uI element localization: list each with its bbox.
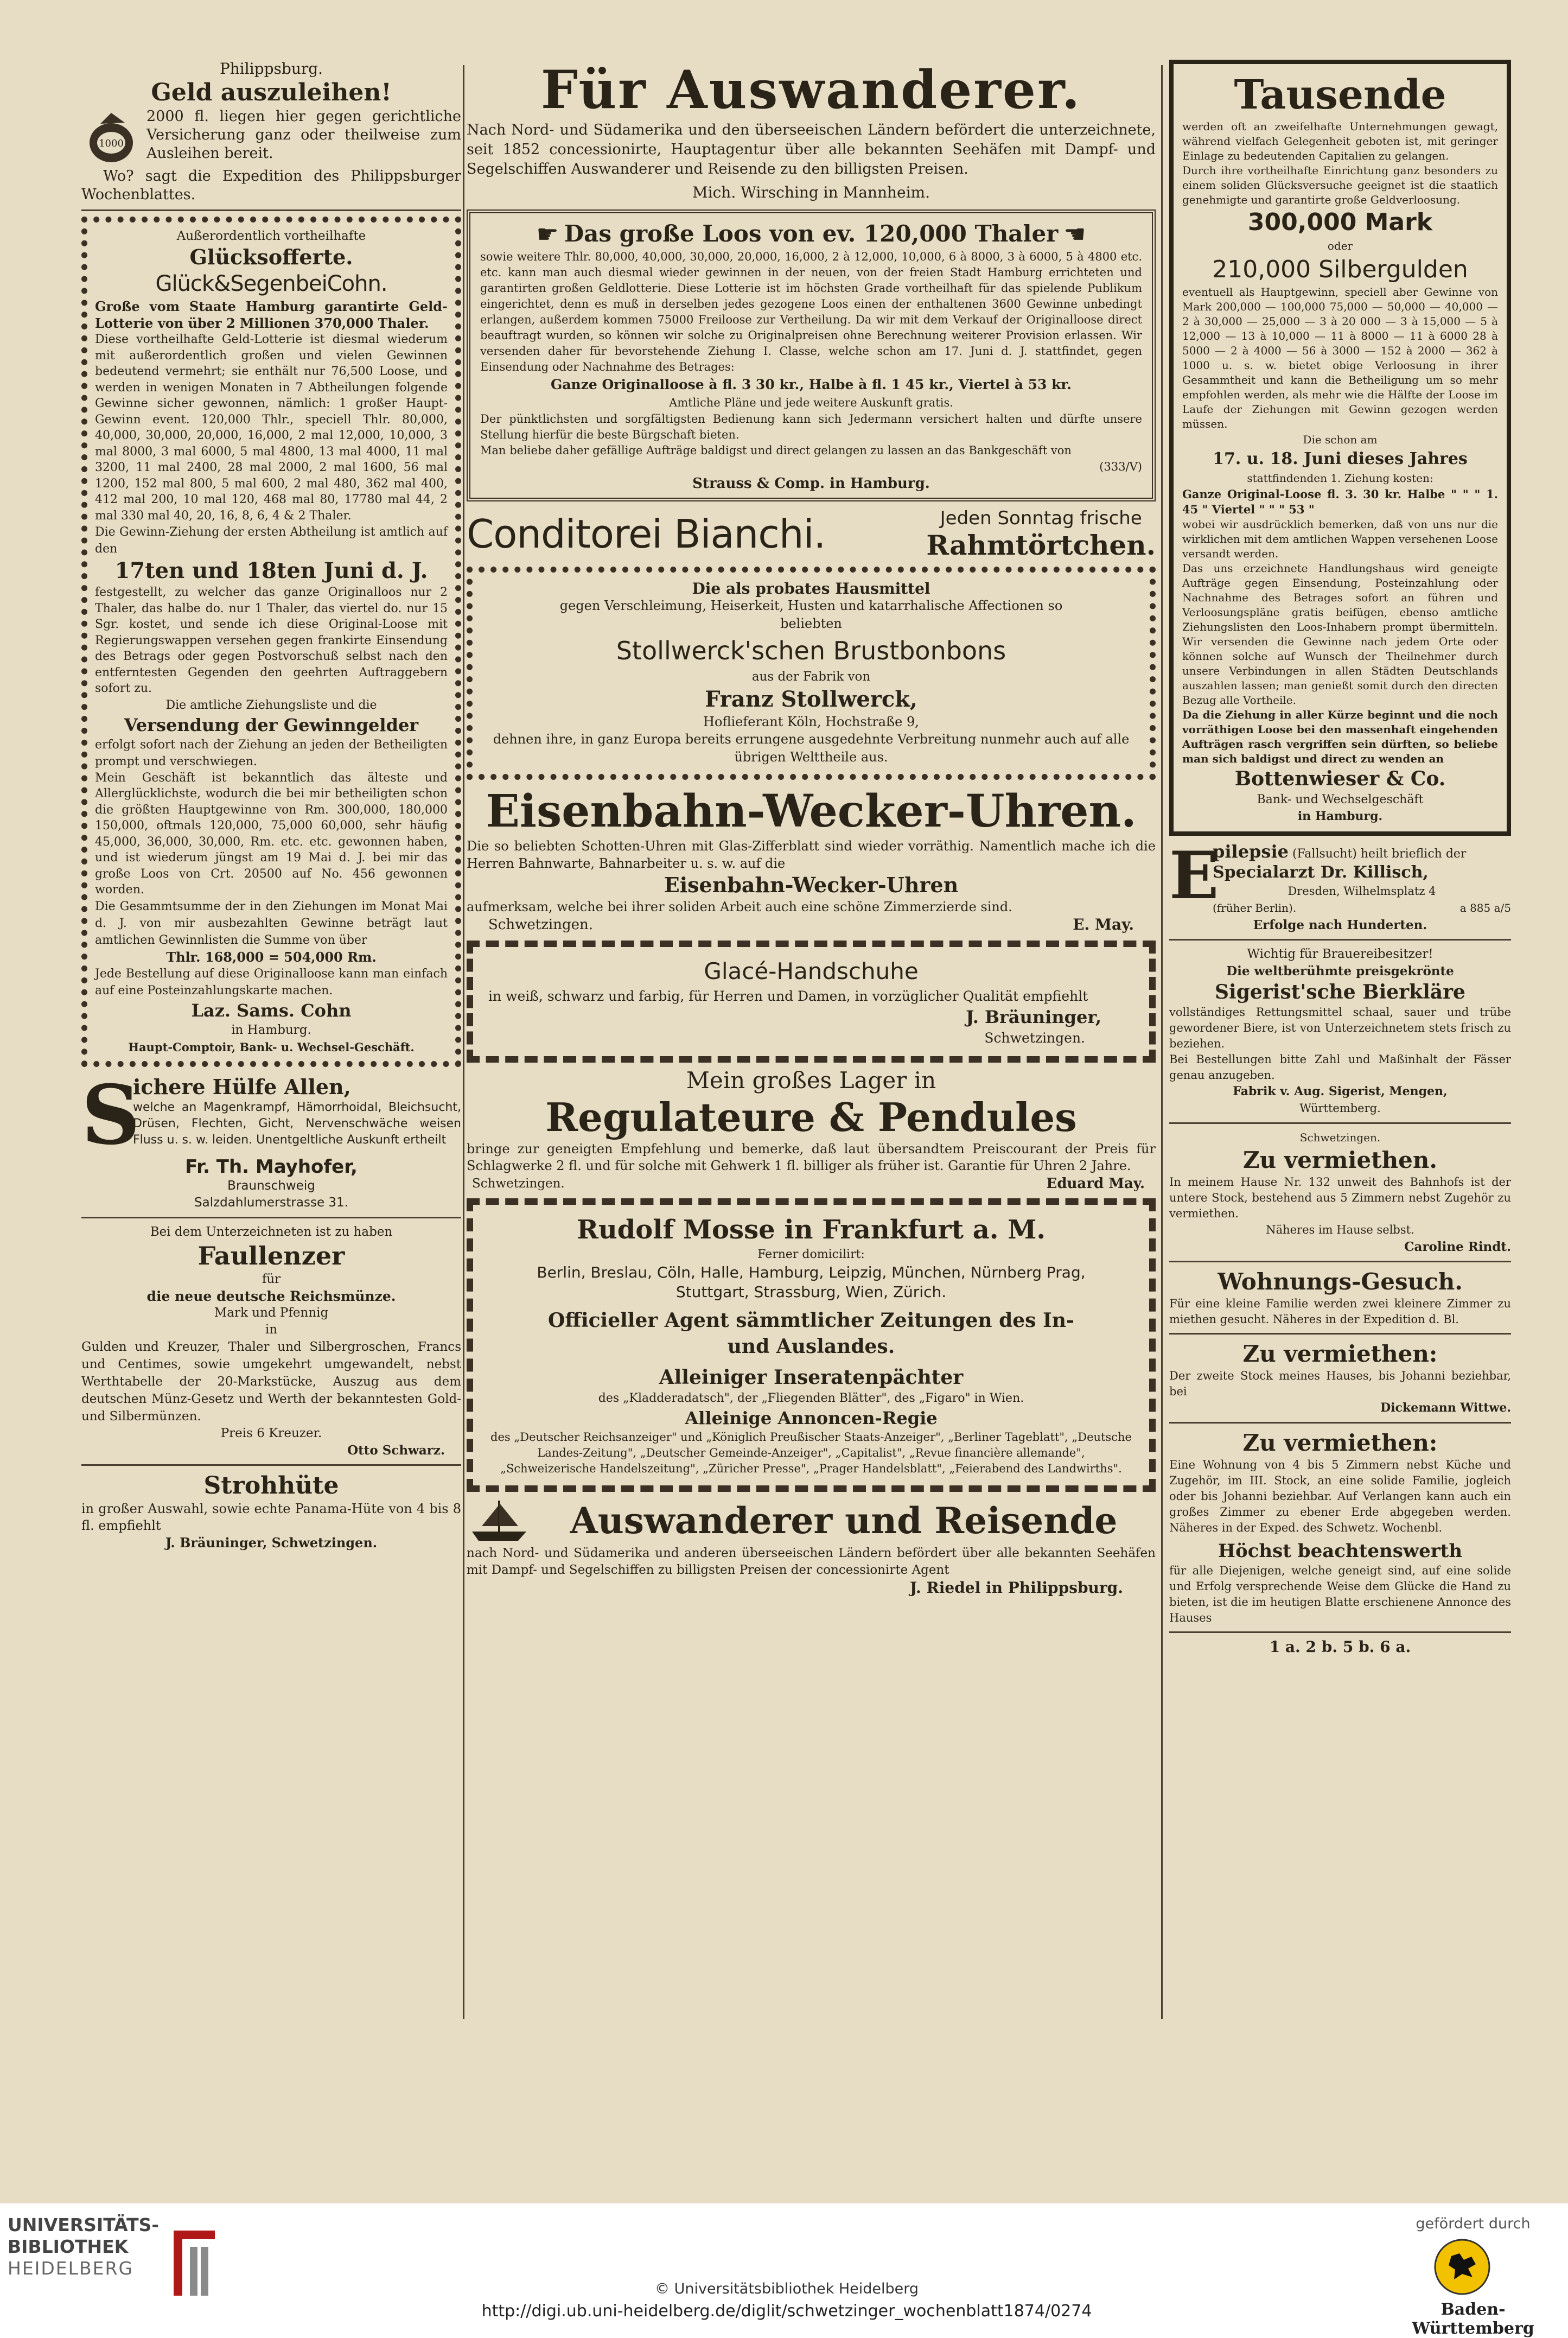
column-left	[81, 60, 461, 1551]
library-logo-icon	[157, 2225, 222, 2301]
ad-geld	[81, 60, 461, 204]
ad-subtitle: Eisenbahn-Wecker-Uhren	[664, 873, 959, 897]
ad-text: stattfindenden 1. Ziehung kosten:	[1247, 472, 1433, 485]
ad-stollwerck	[467, 567, 1156, 780]
ad-text: Erfolge nach Hunderten.	[1253, 918, 1427, 932]
ad-lead: Große vom Staate Hamburg garantirte Geld-Lotterie von über 2 Millionen 370,000 Thaler.	[95, 298, 448, 331]
ad-signature: Laz. Sams. Cohn	[191, 1000, 352, 1021]
ad-body: Mein Geschäft ist bekanntlich das älteste und Allerglücklichste, wodurch die bei mir betheiligten schon die größten Hauptgewinne von Rm. 300,000, 180,000 150,000, oftmals 120,000, 75,000 60,000, sehr häufig 45,000, 36,000, 30,000, Rm. etc. etc. gewonnen haben, und ist wiederum jüngst am 19 Mai d. J. bei mir das große Loos von Crt. 20500 auf No. 456 gewonnen worden.	[95, 771, 448, 897]
ad-signature: J. Bräuninger, Schwetzingen.	[165, 1534, 378, 1551]
ad-title: pilepsie	[1213, 841, 1289, 862]
divider	[1169, 1261, 1511, 1262]
ad-signature: Bottenwieser & Co.	[1234, 767, 1446, 790]
ad-glace-handschuhe	[467, 941, 1156, 1063]
ad-text: Jeden Sonntag frische	[940, 507, 1142, 529]
ad-vermiethen-2	[1169, 1340, 1511, 1416]
ad-vermiethen-1	[1169, 1129, 1511, 1255]
column-rule-left	[463, 65, 464, 2019]
ad-body: Diese vortheilhafte Geld-Lotterie ist diesmal wiederum mit außerordentlich großen und vielen Gewinnen bedeutend vermehrt; sie enthält nur 76,500 Loose, und werden in wenigen Monaten in 7 Abtheilungen folgende Gewinne sicher gewonnen, nämlich: 1 großer Haupt-Gewinn event. 120,000 Thlr., speciell Thlr. 80,000, 40,000, 30,000, 20,000, 16,000, 2 mal 12,000, 10,000, 3 mal 8000, 3 mal 6000, 5 mal 4800, 13 mal 4000, 11 mal 3200, 11 mal 2400, 28 mal 2000, 2 mal 1600, 56 mal 1200, 152 mal 800, 5 mal 600, 2 mal 480, 362 mal 400, 412 mal 200, 10 mal 120, 468 mal 80, 17780 mal 44, 2 mal 330 mal 40, 20, 16, 8, 6, 4 & 2 Thaler.	[95, 333, 448, 523]
source-url-link[interactable]: http://digi.ub.uni-heidelberg.de/diglit/schwetzinger_wochenblatt1874/0274	[481, 2302, 1092, 2321]
ad-text: Bei Bestellungen bitte Zahl und Maßinhalt der Fässer genau anzugeben.	[1169, 1053, 1511, 1082]
ad-vermiethen-3	[1169, 1429, 1511, 1536]
ad-text: sowie weitere Thlr. 80,000, 40,000, 30,000, 20,000, 16,000, 2 à 12,000, 10,000, 6 à 8000, 3 à 6000, 5 à 4800 etc. etc. kann man auch diesmal wieder gewinnen in der neuen, von der freien Stadt Hamburg errichteten und garantirten großen Geldlotterie. Diese Lotterie ist im höchsten Grade vortheilhaft für das spielende Publikum eingerichtet, denn es muß in derselben jedes gezogene Loos einen der enthaltenen 3600 Gewinne unbedingt erlangen, außerdem kommen 75000 Freiloose zur Vertheilung. Da wir mit dem Verkauf der Originalloose direct beauftragt wurden, so können wir solche zu Originalpreisen ohne Berechnung weiterer Provision erlassen. Wir versenden daher für bevorstehende Ziehung I. Classe, welche schon am 17. Juni d. J. stattfindet, gegen Einsendung oder Nachnahme des Betrages:	[480, 250, 1142, 373]
divider	[1169, 939, 1511, 941]
ad-rudolf-mosse	[467, 1198, 1156, 1492]
ad-strohhuete	[81, 1471, 461, 1551]
ad-city: Braunschweig	[227, 1178, 315, 1193]
ad-glueck-cohn	[81, 217, 461, 1067]
ad-prices: Ganze Originalloose à fl. 3 30 kr., Halbe à fl. 1 45 kr., Viertel à 53 kr.	[550, 377, 1072, 392]
ad-price: Preis 6 Kreuzer.	[220, 1426, 322, 1440]
ad-city: in Hamburg.	[1297, 809, 1383, 823]
ad-title: Auswanderer und Reisende	[570, 1500, 1118, 1542]
ad-product: Rahmtörtchen.	[926, 529, 1156, 561]
ad-title: Glacé-Handschuhe	[704, 958, 919, 984]
divider	[81, 1464, 461, 1466]
ad-tausende	[1169, 60, 1511, 836]
ad-wohnungsgesuch	[1169, 1268, 1511, 1327]
ad-place: Württemberg.	[1299, 1102, 1381, 1115]
ad-text: eventuell als Hauptgewinn, speciell aber Gewinne von Mark 200,000 — 100,000 75,000 — 50,000 — 40,000 — 2 à 30,000 — 25,000 — 3 à 20 000 — 3 à 15,000 — 5 à 12,000 — 13 à 10,000 — 11 à 8000 — 11 à 6000 28 à 5000 — 2 à 4000 — 56 à 3000 — 152 à 2000 — 362 à 1000 u. s. w. bietet obige Verloosung in ihrer Gesammtheit und kann die Betheiligung um so mehr empfohlen werden, als mehr wie die Hälfte der Loose im Laufe der Ziehungen mit Gewinn gezogen werden müssen.	[1182, 285, 1498, 430]
state-name-text: Baden-Württemberg	[1412, 2300, 1534, 2338]
drop-cap: E	[1169, 837, 1220, 914]
ad-date: 17. u. 18. Juni dieses Jahres	[1213, 449, 1468, 468]
ad-title: Für Auswanderer.	[540, 59, 1082, 120]
place-label: Philippsburg.	[219, 60, 323, 78]
ad-body: festgestellt, zu welcher das ganze Originalloos nur 2 Thaler, das halbe do. nur 1 Thaler, das viertel do. nur 15 Sgr. kostet, und sende ich diese Original-Loose mit Regierungswappen versehen gegen frankirte Einsendung des Betrags oder gegen Postvorschuß selbst nach den entferntesten Gegenden den geehrten Auftraggebern sofort zu.	[95, 586, 448, 695]
divider	[1169, 1333, 1511, 1335]
ad-epilepsie	[1169, 837, 1511, 917]
ad-text: wobei wir ausdrücklich bemerken, daß von uns nur die wirklichen mit dem amtlichen Wappen versehenen Loose versandt werden.	[1182, 518, 1498, 560]
ad-address: Dresden, Wilhelmsplatz 4	[1287, 885, 1436, 898]
ad-text: oder	[1327, 239, 1353, 252]
ad-signature: Eduard May.	[1046, 1176, 1145, 1192]
pointing-hand-icon: ☛	[536, 219, 559, 249]
divider	[1169, 1631, 1511, 1633]
ad-title: Eisenbahn-Wecker-Uhren.	[486, 785, 1137, 837]
ad-text: (Fallsucht)	[1292, 847, 1357, 861]
ad-place: Schwetzingen.	[472, 1177, 565, 1191]
ad-title: Zu vermiethen:	[1242, 1430, 1438, 1456]
copyright-text: © Universitätsbibliothek Heidelberg	[654, 2280, 919, 2297]
ad-text: Die schon am	[1303, 433, 1378, 446]
ad-city: in Hamburg.	[231, 1022, 311, 1037]
ad-text: welche an Magenkrampf, Hämorrhoidal, Bleichsucht, Drüsen, Flechten, Gicht, Nervenschwäche weisen Fluss u. s. w. leiden. Unentgeltliche Auskunft ertheilt	[133, 1100, 461, 1147]
ad-signature: Mich. Wirsching in Mannheim.	[692, 183, 930, 201]
ad-title: Conditorei Bianchi.	[467, 511, 826, 557]
ad-title: Strohhüte	[203, 1471, 339, 1500]
ad-cities: Berlin, Breslau, Cöln, Halle, Hamburg, Leipzig, München, Nürnberg Prag, Stuttgart, Strassburg, Wien, Zürich.	[537, 1263, 1086, 1301]
ad-text: werden oft an zweifelhafte Unternehmungen gewagt, während vielfach Gelegenheit geboten ist, mit geringer Einlage zu bedeutenden Capitalien zu gelangen.	[1182, 120, 1498, 162]
ad-place: Schwetzingen.	[488, 917, 594, 933]
ad-title: Das große Loos von ev. 120,000 Thaler	[564, 220, 1059, 247]
ad-codes: 1 a. 2 b. 5 b. 6 a.	[1269, 1638, 1411, 1656]
divider	[1169, 1122, 1511, 1124]
ad-title: Faullenzer	[197, 1241, 345, 1270]
ad-title: Sigerist'sche Bierkläre	[1215, 981, 1465, 1003]
ad-kicker: Außerordentlich vortheilhafte	[176, 229, 366, 243]
ad-conditorei	[467, 507, 1156, 561]
ad-text: Ferner domicilirt:	[757, 1248, 865, 1261]
ad-eisenbahn-uhren	[467, 785, 1156, 934]
svg-text:1000: 1000	[99, 138, 124, 149]
ad-text: nach Nord- und Südamerika und anderen überseeischen Ländern befördert über alle bekannten Seehäfen mit Dampf- und Segelschiffen zu billigsten Preisen der concessionirte Agent	[467, 1546, 1156, 1577]
ad-text: aufmerksam, welche bei ihrer soliden Arbeit auch eine schöne Zimmerzierde sind.	[467, 899, 1012, 914]
ad-place: Schwetzingen.	[1299, 1131, 1381, 1144]
library-wordmark	[8, 2214, 160, 2279]
ad-text: Die so beliebten Schotten-Uhren mit Glas-Zifferblatt sind wieder vorräthig. Namentlich mache ich die Herren Bahnwarte, Bahnarbeiter u. s. w. auf die	[467, 838, 1156, 871]
ad-code: a 885 a/5	[1459, 901, 1511, 914]
ad-text: in weiß, schwarz und farbig, für Herren und Damen, in vorzüglicher Qualität empfiehlt	[488, 988, 1088, 1004]
ad-name: Specialarzt Dr. Killisch,	[1213, 863, 1429, 882]
ad-hoechst-beachtenswerth	[1169, 1539, 1511, 1655]
ad-title: Glücksofferte.	[189, 245, 353, 269]
ad-text: in großer Auswahl, sowie echte Panama-Hüte von 4 bis 8 fl. empfiehlt	[81, 1501, 461, 1533]
ad-text: Mark und Pfennig	[214, 1305, 329, 1320]
ad-title: Rudolf Mosse in Frankfurt a. M.	[576, 1215, 1046, 1245]
ad-text: In meinem Hause Nr. 132 unweit des Bahnhofs ist der untere Stock, bestehend aus 5 Zimmern nebst Zugehör zu vermiethen.	[1169, 1176, 1511, 1220]
ad-text: des „Deutscher Reichsanzeiger" und „Königlich Preußischer Staats-Anzeiger", „Berliner Tageblatt", „Deutsche Landes-Zeitung", „Deutscher Gemeinde-Anzeiger", „Capitalist", „Revue financière allemande", „Schweizerische Handelszeitung", „Züricher Presse", „Prager Handelsblatt", „Feierabend des Landwirths".	[490, 1431, 1132, 1475]
ad-kicker: Mein großes Lager in	[686, 1067, 936, 1094]
divider	[81, 1217, 461, 1218]
ad-address: Hoflieferant Köln, Hochstraße 9,	[703, 714, 919, 729]
ad-body: erfolgt sofort nach der Ziehung an jeden der Betheiligten prompt und verschwiegen.	[95, 738, 448, 768]
ad-address: (früher Berlin).	[1213, 901, 1297, 914]
ad-body: Die Gesammtsumme der in den Ziehungen im Monat Mai d. J. von mir ausbezahlten Gewinne beträgt laut amtlichen Gewinnlisten die Summe von über	[95, 899, 448, 947]
ad-text: vollständiges Rettungsmittel schaal, sauer und trübe gewordener Biere, ist von Unterzeichnetem stets frisch zu beziehen.	[1169, 1006, 1511, 1050]
ad-text: Amtliche Pläne und jede weitere Auskunft gratis.	[669, 396, 953, 409]
ad-hulfe	[81, 1067, 461, 1163]
ad-signature: Strauss & Comp. in Hamburg.	[692, 475, 930, 492]
column-rule-right	[1161, 65, 1163, 2019]
ad-auswanderer-reisende	[467, 1496, 1156, 1597]
ad-sum: Thlr. 168,000 = 504,000 Rm.	[166, 949, 377, 965]
ad-text: Nach Nord- und Südamerika und den überseeischen Ländern befördert die unterzeichnete, seit 1852 concessionirte, Hauptagentur über alle bekannten Seehäfen mit Dampf- und Segelschiffen Auswanderer und Reisende zu den billigsten Preisen.	[467, 122, 1156, 177]
ad-kicker: Wichtig für Brauereibesitzer!	[1247, 947, 1433, 961]
ad-title: Zu vermiethen.	[1242, 1147, 1437, 1173]
ad-firm: Bank- und Wechselgeschäft	[1257, 793, 1424, 806]
ad-text: Für eine kleine Familie werden zwei kleinere Zimmer zu miethen gesucht. Näheres in der Expedition d. Bl.	[1169, 1297, 1511, 1326]
sailing-ship-icon	[467, 1496, 532, 1545]
ad-regulateure	[467, 1067, 1156, 1193]
ad-signature: Fr. Th. Mayhofer,	[185, 1155, 358, 1178]
divider	[1169, 1422, 1511, 1424]
ad-brand: Glück&SegenbeiCohn.	[155, 271, 387, 296]
ad-prices: Ganze Original-Loose fl. 3. 30 kr. Halbe " " " 1. 45 " Viertel " " " 53 "	[1182, 487, 1498, 516]
ad-title: Regulateure & Pendules	[545, 1094, 1077, 1140]
ad-kicker: Die weltberühmte preisgekrönte	[1226, 964, 1454, 979]
ad-title: Wohnungs-Gesuch.	[1218, 1268, 1463, 1295]
ad-text: Die als probates Hausmittel	[692, 580, 930, 598]
ad-signature: Fabrik v. Aug. Sigerist, Mengen,	[1233, 1084, 1448, 1098]
ad-title: Tausende	[1234, 72, 1446, 118]
ad-signature: E. May.	[1073, 916, 1134, 933]
ad-bierklaere	[1169, 946, 1511, 1117]
ad-text: Der zweite Stock meines Hauses, bis Johanni beziehbar, bei	[1169, 1369, 1511, 1398]
ad-text: 2000 fl. liegen hier gegen gerichtliche Versicherung ganz oder theilweise zum Ausleihen bereit.	[146, 108, 461, 162]
library-name-line: HEIDELBERG	[8, 2258, 134, 2279]
ad-title: Zu vermiethen:	[1242, 1340, 1438, 1367]
ad-title: Höchst beachtenswerth	[1218, 1540, 1463, 1562]
money-bag-icon	[81, 107, 146, 167]
ad-text: für alle Diejenigen, welche geneigt sind, auf eine solide und Erfolg versprechende Weise dem Glücke die Hand zu bieten, ist die im heutigen Blatte erschienene Annonce des Hauses	[1169, 1564, 1511, 1624]
ad-grosse-loos	[467, 209, 1156, 501]
ad-title: Stollwerck'schen Brustbonbons	[616, 636, 1006, 665]
ad-text: des „Kladderadatsch", der „Fliegenden Blätter", des „Figaro" in Wien.	[598, 1392, 1024, 1405]
ad-text: Eine Wohnung von 4 bis 5 Zimmern nebst Küche und Zugehör, im III. Stock, an eine solide Familie, jogleich oder bis Johanni beziehbar. Auf Verlangen kann auch ein großes Zimmer zu ebener Erde abgegeben werden. Näheres in der Exped. des Schwetz. Wochenbl.	[1169, 1458, 1511, 1534]
ad-faullenzer	[81, 1224, 461, 1459]
ad-subtitle: die neue deutsche Reichsmünze.	[146, 1288, 396, 1304]
column-middle	[467, 60, 1156, 1597]
pointing-hand-icon: ☚	[1063, 219, 1086, 249]
ad-title: Geld auszuleihen!	[151, 79, 392, 106]
ad-signature: Caroline Rindt.	[1404, 1240, 1511, 1254]
ad-code: (333/V)	[1099, 460, 1142, 473]
ad-subtitle: Alleinige Annoncen-Regie	[685, 1408, 938, 1428]
library-name-line: UNIVERSITÄTS-	[8, 2214, 160, 2235]
ad-text: Wo? sagt die Expedition des Philippsburger Wochenblattes.	[81, 168, 461, 203]
ad-text: aus der Fabrik von	[751, 670, 871, 684]
ad-firm: Haupt-Comptoir, Bank- u. Wechsel-Geschäft.	[128, 1040, 415, 1054]
ad-signature: J. Riedel in Philippsburg.	[909, 1579, 1123, 1597]
ad-amount: 210,000 Silbergulden	[1212, 256, 1468, 283]
ad-text: Durch ihre vortheilhafte Einrichtung ganz besonders zu einem soliden Glücksversuche geeignet ist die staatlich genehmigte und garantirte große Geldverloosung.	[1182, 164, 1498, 206]
ad-body: Die Gewinn-Ziehung der ersten Abtheilung ist amtlich auf den	[95, 525, 448, 556]
ad-text: Gulden und Kreuzer, Thaler und Silbergroschen, Francs und Centimes, sowie umgekehrt umgewandelt, nebst Werthtabelle der 20-Markstücke, Auszug aus dem deutschen Münz-Gesetz und Werth der bekanntesten Gold- und Silbermünzen.	[81, 1339, 461, 1424]
ad-city: Schwetzingen.	[984, 1030, 1085, 1046]
ad-text: Man beliebe daher gefällige Aufträge baldigst und direct gelangen zu lassen an das Bankgeschäft von	[480, 444, 1072, 457]
ad-name: Franz Stollwerck,	[705, 687, 917, 712]
column-right	[1169, 60, 1511, 1655]
ad-text: bringe zur geneigten Empfehlung und bemerke, daß laut übersandtem Preiscourant der Preis für Schlagwerke 2 fl. und für solche mit Gehwerk 1 fl. billiger als früher ist. Garantie für Uhren 2 Jahre.	[467, 1141, 1156, 1173]
ad-text: dehnen ihre, in ganz Europa bereits errungene ausgedehnte Verbreitung nunmehr auch auf alle übrigen Welttheile aus.	[493, 732, 1130, 765]
ad-signature: Dickemann Wittwe.	[1380, 1401, 1511, 1415]
ad-subtitle: Alleiniger Inseratenpächter	[659, 1366, 964, 1389]
ad-amount: 300,000 Mark	[1247, 208, 1433, 236]
ad-signature: Otto Schwarz.	[347, 1443, 445, 1458]
ad-text: heilt brieflich der	[1360, 847, 1467, 861]
ad-title: ichere Hülfe Allen,	[133, 1074, 351, 1099]
ad-signature: J. Bräuninger,	[966, 1007, 1101, 1027]
library-name-line: BIBLIOTHEK	[8, 2236, 129, 2257]
ad-text: gegen Verschleimung, Heiserkeit, Husten und katarrhalische Affectionen so beliebten	[559, 598, 1063, 631]
ad-text: in	[265, 1322, 278, 1337]
ad-subtitle: Officieller Agent sämmtlicher Zeitungen des In- und Auslandes.	[548, 1309, 1074, 1358]
ad-intro: Bei dem Unterzeichneten ist zu haben	[150, 1224, 393, 1239]
ad-date: 17ten und 18ten Juni d. J.	[114, 558, 428, 583]
footer-bar	[0, 2203, 1568, 2338]
coat-of-arms-icon	[1432, 2237, 1492, 2297]
ad-body: Jede Bestellung auf diese Originalloose kann man einfach auf eine Posteinzahlungskarte machen.	[95, 967, 448, 998]
ad-subtitle: Versendung der Gewinngelder	[124, 714, 419, 735]
ad-address: Salzdahlumerstrasse 31.	[194, 1195, 348, 1210]
drop-cap: S	[81, 1067, 141, 1163]
ad-auswanderer	[467, 60, 1156, 202]
funded-by-label: gefördert durch	[1416, 2215, 1531, 2232]
ad-text: Da die Ziehung in aller Kürze beginnt und die noch vorräthigen Loose bei den massenhaft eingehenden Aufträgen rasch vergriffen sein dürften, so beliebe man sich baldigst und direct zu wenden an	[1182, 708, 1498, 765]
ad-body: Die amtliche Ziehungsliste und die	[165, 698, 377, 712]
ad-text: Das uns erzeichnete Handlungshaus wird geneigte Aufträge gegen Einsendung, Posteinzahlung oder Nachnahme des Betrages sofort an führen und Verloosungspläne gratis beifügen, ebenso amtliche Ziehungslisten den Loos-Inhabern prompt übermitteln. Wir versenden die Gewinne nach jedem Orte oder können solche auf Wunsch der Theilnehmer durch unsere Verbindungen in allen Städten Deutschlands auszahlen lassen; man genießt somit durch den directen Bezug alle Vortheile.	[1182, 562, 1498, 707]
ad-text: Näheres im Hause selbst.	[1266, 1223, 1414, 1236]
ad-text: Der pünktlichsten und sorgfältigsten Bedienung kann sich Jedermann versichert halten und dürfte unsere Stellung hierfür die beste Bürgschaft bieten.	[480, 412, 1142, 441]
divider	[81, 209, 461, 211]
ad-text: für	[262, 1272, 281, 1286]
